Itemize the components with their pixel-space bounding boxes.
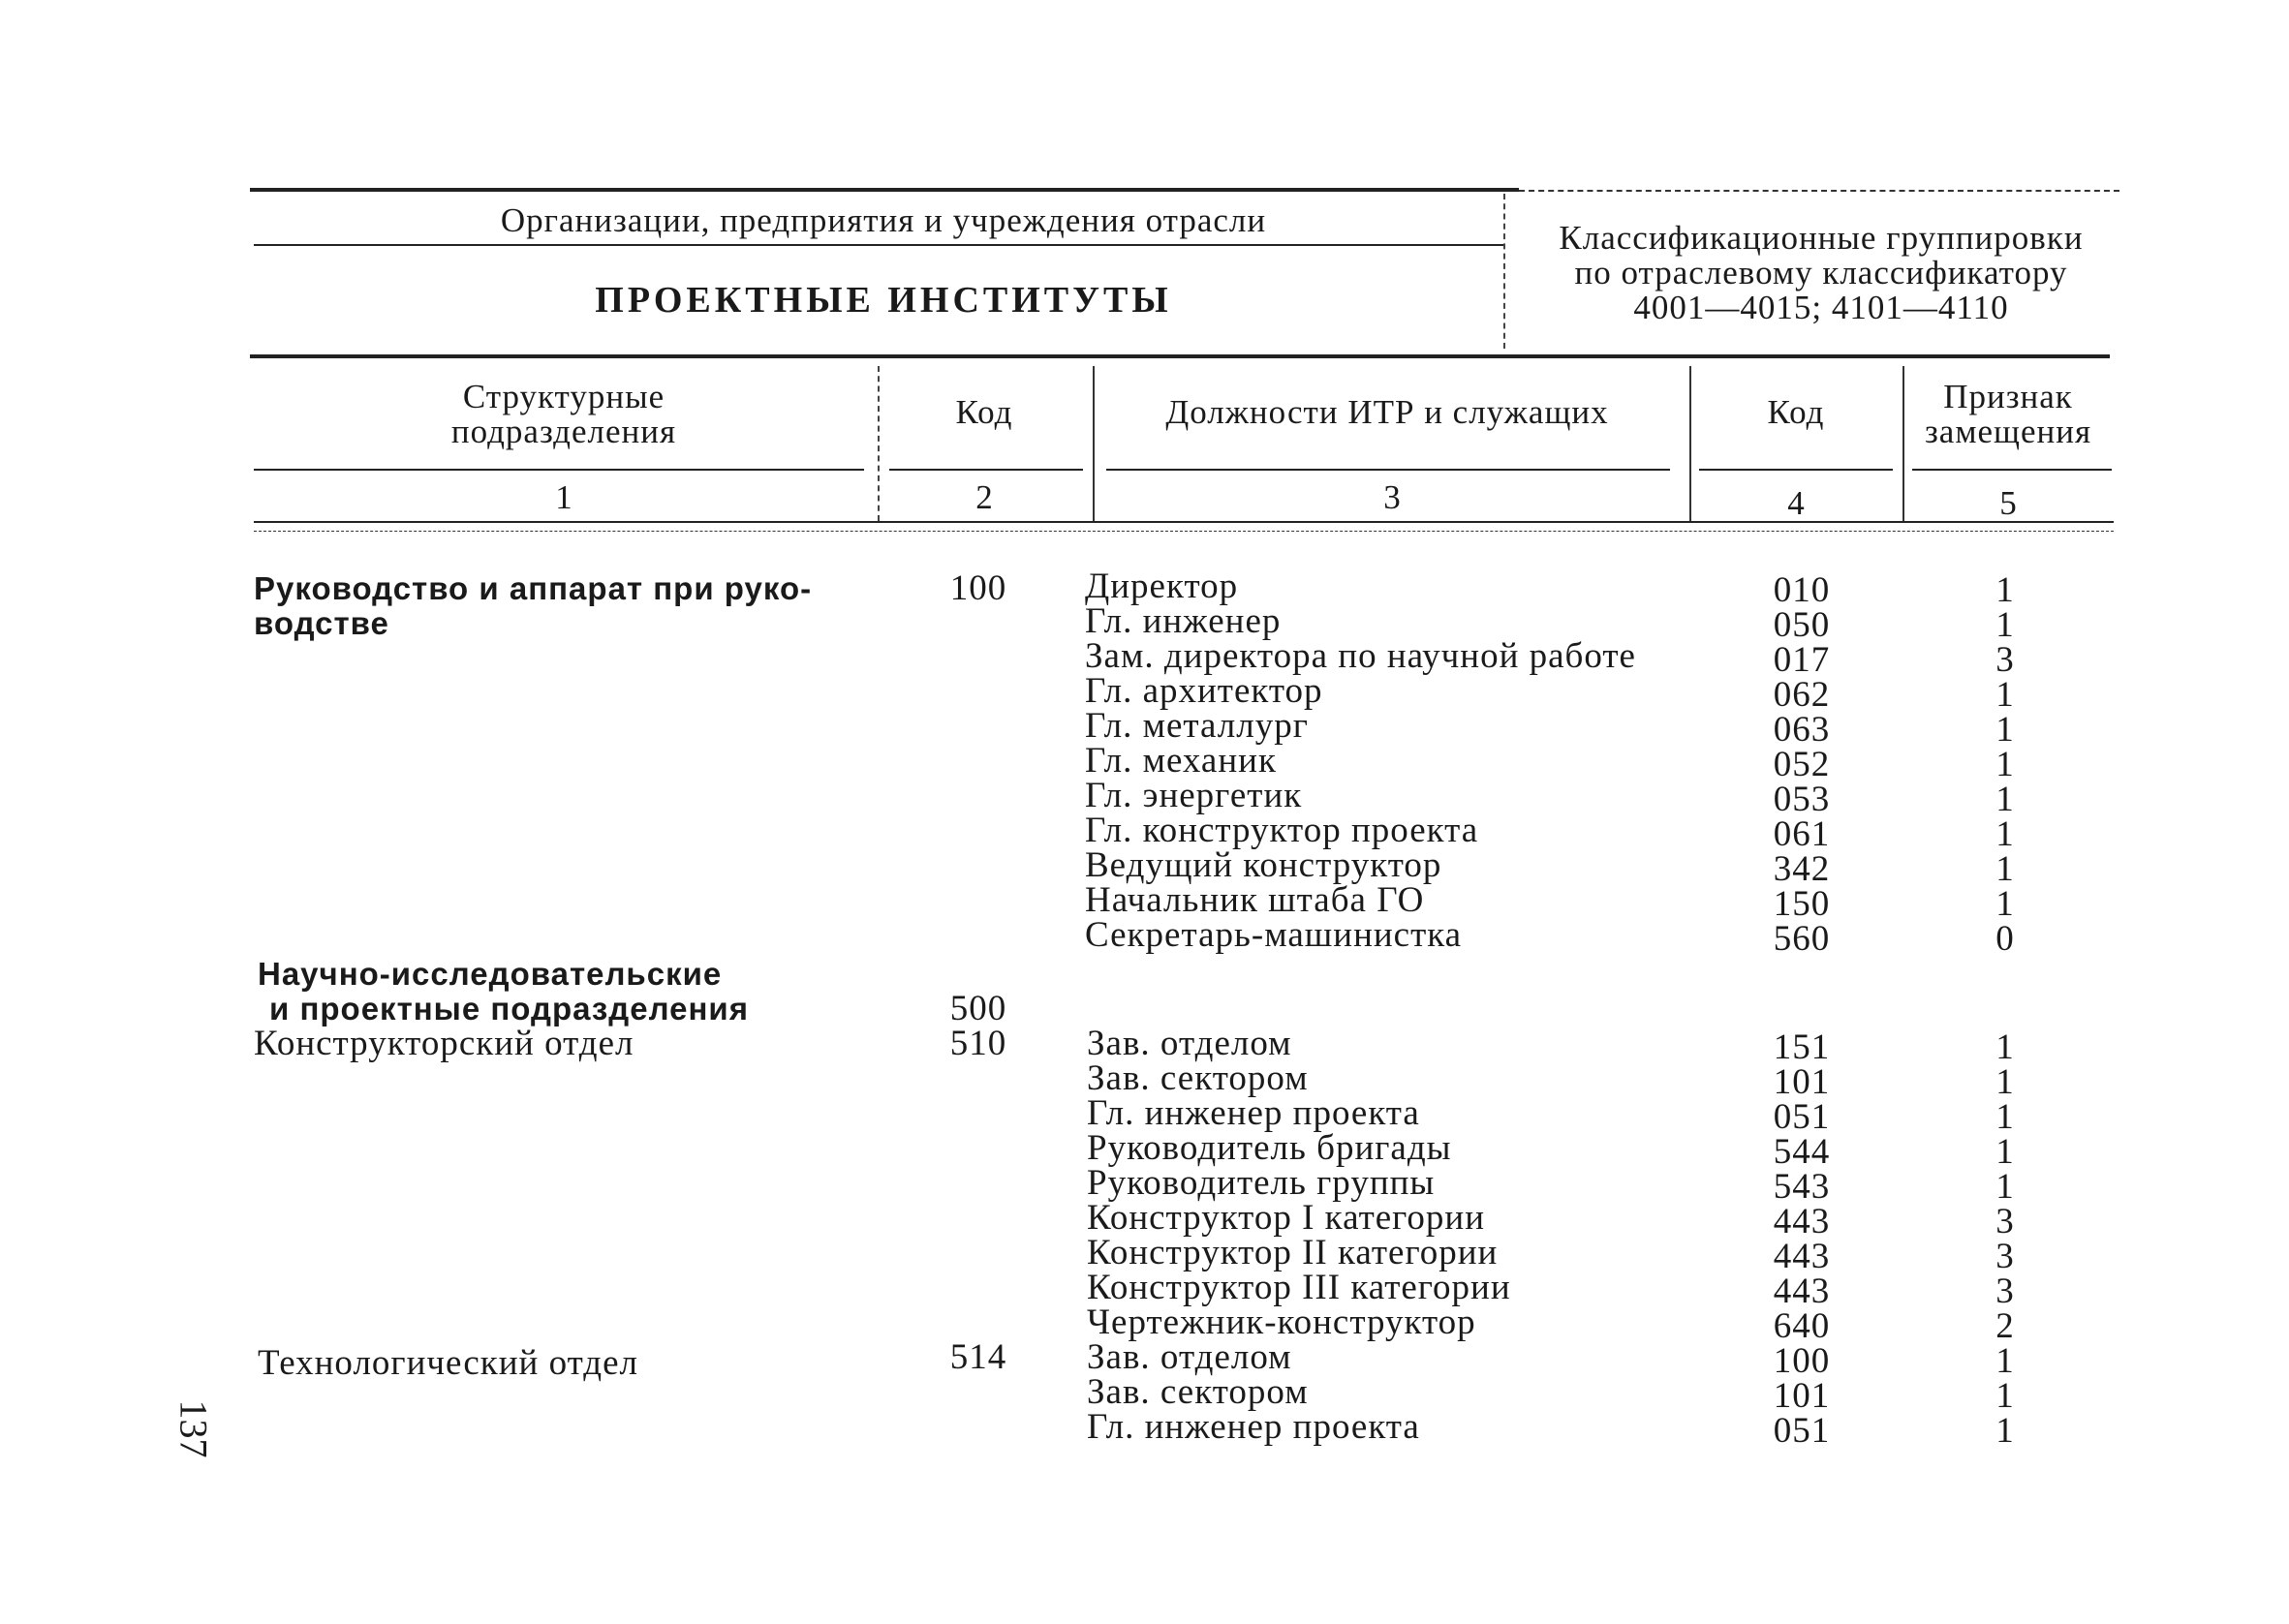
classification-line-1: Классификационные группировки	[1559, 219, 2084, 257]
position-sign: 1	[1995, 814, 2015, 854]
col3-header: Должности ИТР и служащих	[1165, 393, 1609, 431]
col-divider-1	[878, 366, 880, 521]
header-rule-1	[254, 469, 864, 471]
position-code: 443	[1773, 1237, 1831, 1276]
position-code: 017	[1773, 640, 1831, 680]
position-title: Секретарь-машинистка	[1085, 915, 1463, 955]
position-code: 342	[1773, 849, 1831, 889]
header-rule-2	[889, 469, 1083, 471]
dept-2-line1: Научно-исследовательские	[258, 956, 723, 992]
position-code: 150	[1773, 884, 1831, 924]
col-number-1: 1	[555, 478, 572, 516]
position-sign: 3	[1995, 640, 2015, 680]
position-title: Ведущий конструктор	[1085, 845, 1442, 885]
position-title: Гл. механик	[1085, 741, 1277, 781]
col-number-3: 3	[1383, 478, 1401, 516]
position-sign: 1	[1995, 780, 2015, 819]
col-number-2: 2	[975, 478, 993, 516]
col5-header-line1: Признак	[1943, 378, 2073, 415]
position-sign: 1	[1995, 675, 2015, 715]
position-sign: 1	[1995, 1341, 2015, 1381]
position-code: 101	[1773, 1376, 1831, 1416]
position-code: 100	[1773, 1341, 1831, 1381]
position-sign: 1	[1995, 710, 2015, 750]
position-sign: 1	[1995, 1411, 2015, 1451]
header-rule-5	[1912, 469, 2112, 471]
position-title: Гл. конструктор проекта	[1085, 811, 1479, 850]
position-title: Начальник штаба ГО	[1085, 880, 1425, 920]
column-numbers-rule-2	[254, 531, 2114, 532]
position-code: 010	[1773, 570, 1831, 610]
position-code: 061	[1773, 814, 1831, 854]
position-sign: 1	[1995, 849, 2015, 889]
header-divider	[1503, 194, 1505, 349]
classification-line-3: 4001—4015; 4101—4110	[1633, 289, 2009, 326]
position-title: Конструктор II категории	[1087, 1233, 1499, 1272]
column-numbers-rule	[254, 521, 2114, 523]
dept-4-line1: Технологический отдел	[258, 1343, 638, 1383]
org-label-underline	[254, 244, 1503, 246]
position-sign: 1	[1995, 1062, 2015, 1102]
position-sign: 0	[1995, 919, 2015, 959]
dept-2-line2: и проектные подразделения	[269, 991, 749, 1026]
position-title: Руководитель бригады	[1087, 1128, 1452, 1168]
position-code: 053	[1773, 780, 1831, 819]
position-sign: 1	[1995, 1167, 2015, 1207]
position-code: 151	[1773, 1027, 1831, 1067]
position-title: Гл. энергетик	[1085, 776, 1303, 815]
org-title: ПРОЕКТНЫЕ ИНСТИТУТЫ	[595, 280, 1172, 321]
position-title: Зав. сектором	[1087, 1372, 1309, 1412]
dept-1-code: 100	[949, 568, 1007, 608]
org-label: Организации, предприятия и учреждения отрасли	[500, 201, 1267, 239]
position-code: 050	[1773, 605, 1831, 645]
position-code: 543	[1773, 1167, 1831, 1207]
col-number-4: 4	[1787, 484, 1805, 522]
position-code: 640	[1773, 1306, 1831, 1346]
position-title: Руководитель группы	[1087, 1163, 1436, 1203]
position-title: Зав. отделом	[1087, 1024, 1292, 1063]
position-sign: 3	[1995, 1272, 2015, 1311]
position-code: 101	[1773, 1062, 1831, 1102]
position-title: Гл. инженер проекта	[1087, 1407, 1420, 1447]
position-title: Конструктор I категории	[1087, 1198, 1486, 1238]
dept-3-code: 510	[949, 1024, 1007, 1063]
position-sign: 2	[1995, 1306, 2015, 1346]
position-code: 052	[1773, 745, 1831, 784]
position-title: Гл. инженер	[1085, 601, 1282, 641]
dept-1-line1: Руководство и аппарат при руко-	[254, 570, 813, 606]
position-title: Директор	[1085, 567, 1239, 606]
position-sign: 3	[1995, 1237, 2015, 1276]
col-divider-2	[1093, 366, 1095, 521]
position-sign: 1	[1995, 1132, 2015, 1172]
position-title: Гл. инженер проекта	[1087, 1093, 1420, 1133]
position-title: Чертежник-конструктор	[1087, 1302, 1476, 1342]
position-title: Конструктор III категории	[1087, 1268, 1511, 1307]
classification-line-2: по отраслевому классификатору	[1574, 254, 2068, 291]
dept-2-code: 500	[949, 989, 1007, 1028]
page-number: 137	[171, 1399, 216, 1458]
col1-header-line2: подразделения	[450, 413, 677, 450]
position-code: 051	[1773, 1411, 1831, 1451]
position-sign: 1	[1995, 1097, 2015, 1137]
col4-header: Код	[1767, 393, 1825, 431]
position-code: 443	[1773, 1202, 1831, 1241]
position-code: 544	[1773, 1132, 1831, 1172]
col-divider-3	[1689, 366, 1691, 521]
top-rule-right	[1519, 190, 2119, 192]
dept-3-line1: Конструкторский отдел	[254, 1024, 634, 1063]
col1-header-line1: Структурные	[462, 378, 665, 415]
position-code: 051	[1773, 1097, 1831, 1137]
position-code: 063	[1773, 710, 1831, 750]
position-code: 560	[1773, 919, 1831, 959]
col-divider-4	[1902, 366, 1904, 521]
position-sign: 1	[1995, 1376, 2015, 1416]
position-title: Гл. архитектор	[1085, 671, 1323, 711]
position-title: Гл. металлург	[1085, 706, 1309, 746]
position-sign: 3	[1995, 1202, 2015, 1241]
col-number-5: 5	[1999, 484, 2017, 522]
col5-header-line2: замещения	[1924, 413, 2092, 450]
position-sign: 1	[1995, 745, 2015, 784]
position-title: Зав. отделом	[1087, 1337, 1292, 1377]
position-code: 062	[1773, 675, 1831, 715]
col2-header: Код	[955, 393, 1013, 431]
position-code: 443	[1773, 1272, 1831, 1311]
dept-4-code: 514	[949, 1337, 1007, 1377]
header-rule-3	[1106, 469, 1670, 471]
dept-1-line2: водстве	[254, 605, 389, 641]
position-sign: 1	[1995, 570, 2015, 610]
position-title: Зав. сектором	[1087, 1058, 1309, 1098]
position-sign: 1	[1995, 605, 2015, 645]
position-title: Зам. директора по научной работе	[1085, 636, 1636, 676]
header-rule-4	[1699, 469, 1893, 471]
top-rule	[250, 188, 1519, 192]
position-sign: 1	[1995, 884, 2015, 924]
position-sign: 1	[1995, 1027, 2015, 1067]
header-bottom-rule	[250, 354, 2110, 358]
